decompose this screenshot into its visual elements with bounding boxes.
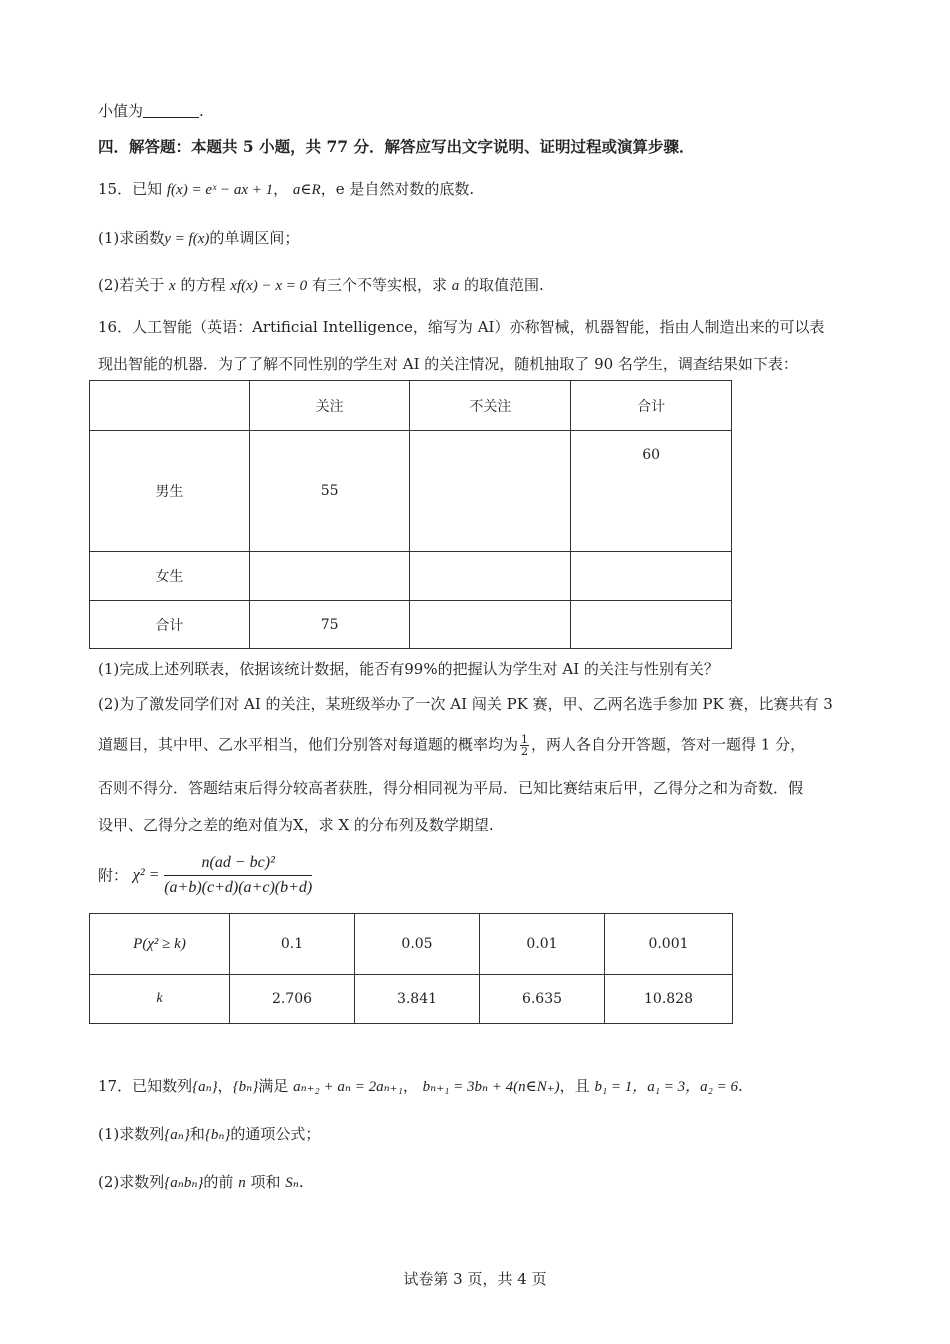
header-cell: 不关注 <box>410 381 571 431</box>
q17-part1 <box>98 1124 320 1145</box>
q15-p2-var: x <box>169 278 176 294</box>
prev-question-tail <box>98 101 204 121</box>
table-cell: 3.841 <box>355 975 480 1024</box>
q17-relation-b: bₙ₊₁ = 3bₙ + 4(n∈N₊) <box>422 1079 560 1095</box>
q17-seq-b: {bₙ} <box>232 1079 259 1095</box>
q17-sep: ， <box>217 1077 233 1095</box>
fraction-numerator: 1 <box>521 733 529 746</box>
prev-tail-text: 小值为 <box>98 102 144 120</box>
page-footer: 试卷第 3 页，共 4 页 <box>403 1270 547 1288</box>
table-cell: 0.01 <box>480 914 605 975</box>
prob-label-cell: P(χ² ≥ k) <box>90 914 230 975</box>
q17-stem <box>98 1076 743 1097</box>
q17-p2-text3: 项和 <box>250 1173 281 1191</box>
table-cell <box>571 601 732 649</box>
q16-stem-line1: 16．人工智能（英语：Artificial Intelligence，缩写为 AI）亦称智械，机器智能，指由人制造出来的可以表 <box>98 318 825 336</box>
q15-p1-text: (1)求函数 <box>98 229 165 247</box>
q16-part2-line4: 设甲、乙得分之差的绝对值为X，求 X 的分布列及数学期望. <box>98 816 494 834</box>
table-row <box>90 975 733 1024</box>
table-cell: 10.828 <box>605 975 733 1024</box>
q16-part2-line3: 否则不得分．答题结束后得分较高者获胜，得分相同视为平局．已知比赛结束后甲，乙得分之和为奇数．假 <box>98 779 804 797</box>
table-cell: 75 <box>249 601 410 649</box>
q17-end: . <box>737 1077 743 1095</box>
q15-p1-formula: y = f(x) <box>164 231 210 247</box>
header-cell: 合计 <box>571 381 732 431</box>
q17-p2-text2: 的前 <box>203 1173 234 1191</box>
q15-intro: 15．已知 <box>98 180 163 198</box>
q15-p2-text3: 有三个不等实根，求 <box>311 276 447 294</box>
q17-initial-values: b₁ = 1，a₁ = 3，a₂ = 6 <box>594 1079 738 1095</box>
q17-p1-and: 和 <box>189 1125 205 1143</box>
q16-stem-line2: 现出智能的机器．为了了解不同性别的学生对 AI 的关注情况，随机抽取了 90 名学生，调查结果如下表： <box>98 355 798 373</box>
table-cell: 60 <box>571 431 732 552</box>
q16-part1: (1)完成上述列联表，依据该统计数据，能否有99%的把握认为学生对 AI 的关注与性别有关？ <box>98 660 719 678</box>
q15-p1-tail: 的单调区间； <box>209 229 300 247</box>
q17-p1-seq-b: {bₙ} <box>204 1127 231 1143</box>
table-row <box>90 914 733 975</box>
q17-p1-seq-a: {aₙ} <box>164 1127 190 1143</box>
chi-numerator: n(ad − bc)² <box>164 853 312 876</box>
q15-function: f(x) = eˣ − ax + 1 <box>166 182 274 198</box>
table-cell <box>410 431 571 552</box>
chi-fraction <box>164 853 312 898</box>
q17-p1-text: (1)求数列 <box>98 1125 165 1143</box>
chi-lhs: χ² = <box>132 866 160 884</box>
appendix-label: 附： <box>98 866 129 885</box>
table-cell: 2.706 <box>230 975 355 1024</box>
q16-p2-text-tail: ，两人各自分开答题，答对一题得 1 分， <box>531 735 806 754</box>
table-cell <box>410 552 571 601</box>
q17-comma: ， <box>402 1077 418 1095</box>
q16-part2-line1: (2)为了激发同学们对 AI 的关注，某班级举办了一次 AI 闯关 PK 赛，甲、乙两名选手参加 PK 赛，比赛共有 3 <box>98 695 833 713</box>
q17-p2-sum: Sₙ <box>285 1175 299 1191</box>
contingency-table <box>89 380 732 649</box>
q17-intro: 17．已知数列 <box>98 1077 193 1095</box>
table-cell: 0.05 <box>355 914 480 975</box>
q17-p2-text: (2)求数列 <box>98 1173 165 1191</box>
table-row <box>90 552 732 601</box>
q15-sep: ， <box>273 180 289 198</box>
q15-part1 <box>98 228 299 249</box>
q17-p2-n: n <box>238 1175 246 1191</box>
q17-relation-a: aₙ₊₂ + aₙ = 2aₙ₊₁ <box>293 1079 403 1095</box>
q17-p1-tail: 的通项公式； <box>230 1125 321 1143</box>
q16-p2-text: 道题目，其中甲、乙水平相当，他们分别答对每道题的概率均为 <box>98 735 519 754</box>
table-cell: 55 <box>249 431 410 552</box>
q15-intro-tail: ，e 是自然对数的底数. <box>320 180 475 198</box>
critical-value-table <box>89 913 733 1024</box>
table-cell: 0.001 <box>605 914 733 975</box>
table-cell <box>410 601 571 649</box>
table-cell: 6.635 <box>480 975 605 1024</box>
row-label-male: 男生 <box>90 431 250 552</box>
chi-square-formula <box>98 853 312 898</box>
header-cell <box>90 381 250 431</box>
q15-p2-var2: a <box>451 278 460 294</box>
q16-part2-line2 <box>98 734 805 757</box>
table-cell <box>571 552 732 601</box>
q17-satisfy: 满足 <box>258 1077 289 1095</box>
q15-domain: a∈R <box>292 182 321 198</box>
table-cell <box>249 552 410 601</box>
fraction-denominator: 2 <box>521 745 529 758</box>
contingency-header-row <box>90 381 732 431</box>
q17-p2-end: . <box>298 1173 304 1191</box>
q15-part2 <box>98 275 544 296</box>
chi-denominator: (a+b)(c+d)(a+c)(b+d) <box>164 879 313 896</box>
q15-p2-tail: 的取值范围. <box>464 276 544 294</box>
table-row <box>90 431 732 552</box>
row-label-female: 女生 <box>90 552 250 601</box>
header-cell: 关注 <box>249 381 410 431</box>
q15-p2-equation: xf(x) − x = 0 <box>230 278 308 294</box>
q17-part2 <box>98 1172 304 1193</box>
table-cell: 0.1 <box>230 914 355 975</box>
row-label-total: 合计 <box>90 601 250 649</box>
section-header: 四．解答题：本题共 5 小题，共 77 分．解答应写出文字说明、证明过程或演算步骤． <box>98 137 695 156</box>
q15-p2-text2: 的方程 <box>180 276 226 294</box>
q15-p2-text: (2)若关于 <box>98 276 165 294</box>
q17-p2-seq: {aₙbₙ} <box>164 1175 204 1191</box>
q15-stem <box>98 179 474 200</box>
q17-seq-a: {aₙ} <box>192 1079 218 1095</box>
q17-and: ，且 <box>559 1077 590 1095</box>
table-row <box>90 601 732 649</box>
k-label-cell: k <box>90 975 230 1024</box>
answer-blank[interactable] <box>143 103 199 118</box>
prev-tail-suffix: . <box>199 102 204 120</box>
probability-fraction <box>520 734 529 757</box>
